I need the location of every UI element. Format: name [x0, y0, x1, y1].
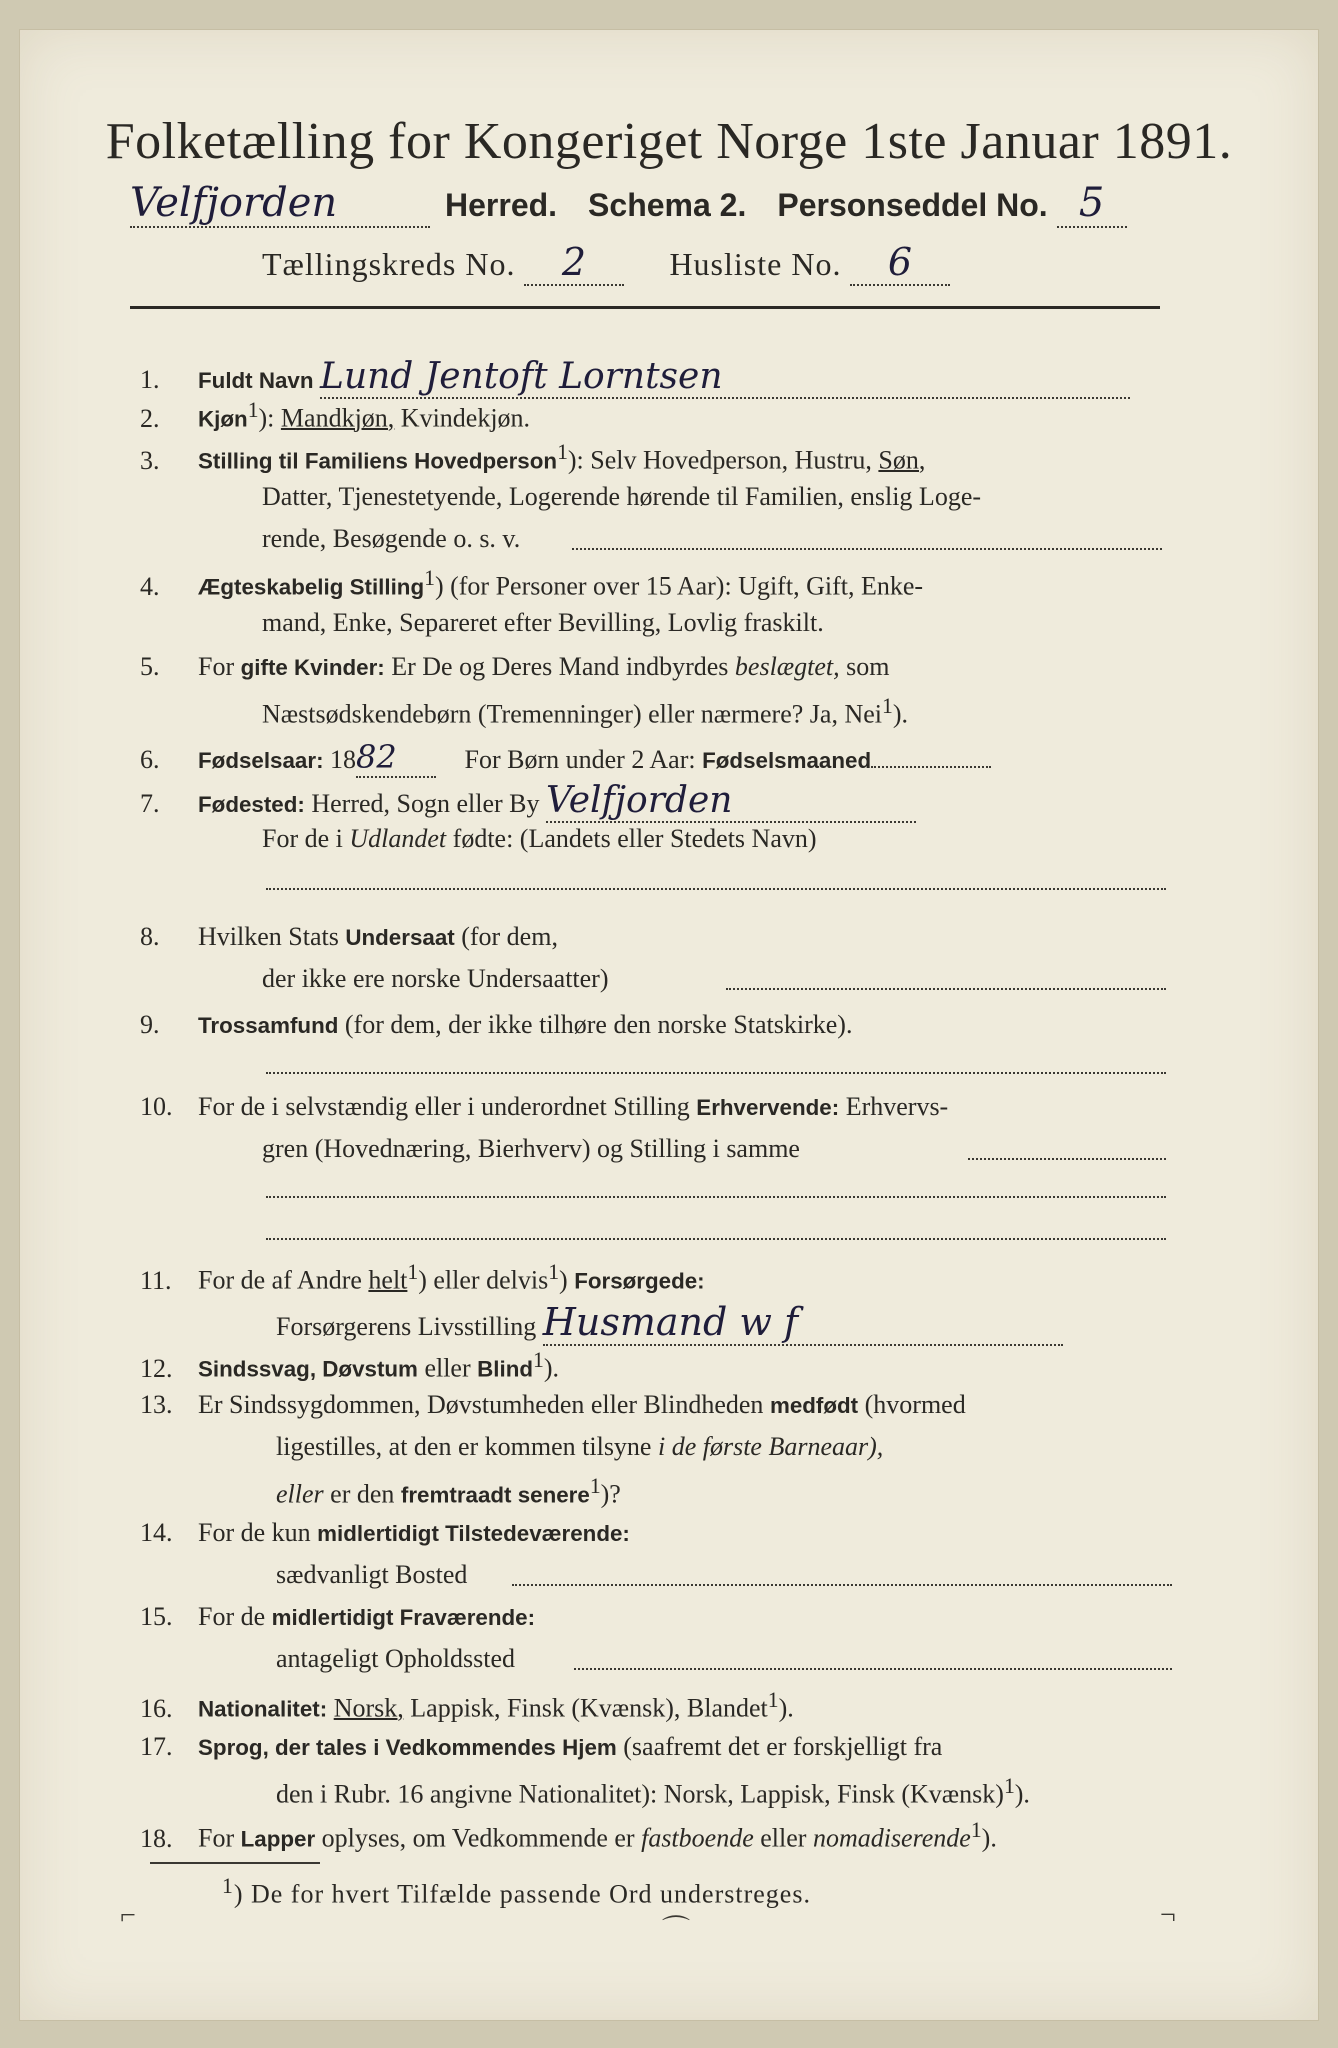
q16-text: Lappisk, Finsk (Kvænsk), Blandet — [410, 1693, 768, 1723]
herred-value: Velfjorden — [130, 180, 430, 228]
q10-text-b: Erhvervs- — [845, 1092, 949, 1121]
q11-number: 11. — [140, 1265, 172, 1295]
q12-text-a: eller — [424, 1353, 471, 1383]
herred-label: Herred. — [445, 187, 558, 223]
header-rule — [130, 306, 1160, 309]
q10-number: 10. — [140, 1092, 173, 1121]
q14-number: 14. — [140, 1518, 173, 1547]
q13-label: medfødt — [769, 1393, 859, 1418]
q11-value: Husmand w f — [543, 1300, 1063, 1346]
husliste-value: 6 — [850, 240, 950, 286]
q1-number: 1. — [140, 365, 160, 394]
q10-answer-line1 — [968, 1158, 1166, 1160]
kreds-value: 2 — [524, 240, 624, 286]
q17-number: 17. — [140, 1732, 173, 1761]
footnote-rule — [150, 1862, 320, 1864]
q15-line2: antageligt Opholdssted — [276, 1644, 516, 1673]
q16-option-norsk: Norsk, — [333, 1693, 404, 1723]
q12-label: Sindssvag, Døvstum — [198, 1356, 418, 1382]
q12-row — [140, 1348, 559, 1384]
q8-line2: der ikke ere norske Undersaatter) — [262, 964, 609, 993]
q18-text-c: eller — [760, 1823, 807, 1853]
q7-text: Herred, Sogn eller By — [311, 789, 540, 818]
q11-line2 — [276, 1300, 1063, 1346]
footnote — [222, 1874, 811, 1910]
q17-sup: 1 — [1003, 1774, 1015, 1798]
q3-text: ): Selv Hovedperson, Hustru, — [567, 445, 872, 475]
q1-row — [140, 356, 1130, 399]
herred-line — [130, 180, 1170, 228]
q2-option-mandkjon: Mandkjøn, — [280, 403, 395, 433]
q5-italic: beslægtet, — [734, 652, 840, 681]
q1-label: Fuldt Navn — [198, 368, 314, 393]
q10-line2: gren (Hovednæring, Bierhverv) og Stilling i samme — [262, 1134, 800, 1163]
q13-line2 — [276, 1432, 883, 1462]
q10-answer-line2 — [266, 1196, 1166, 1198]
q12-text-b: ). — [543, 1353, 560, 1383]
q11-row — [140, 1260, 705, 1296]
q11-option-helt: helt — [368, 1265, 408, 1295]
q14-line2: sædvanligt Bosted — [276, 1560, 468, 1589]
q4-sup: 1 — [424, 566, 435, 590]
q6-text-b: For Børn under 2 Aar: — [464, 745, 696, 774]
q7-line2b: fødte: (Landets eller Stedets Navn) — [452, 824, 817, 853]
q18-italic2: nomadiserende — [812, 1823, 971, 1853]
q4-number: 4. — [140, 571, 160, 601]
q11-label: Forsørgede: — [574, 1268, 705, 1294]
q10-label: Erhvervende: — [696, 1095, 840, 1120]
q6-value: 82 — [356, 738, 436, 778]
personseddel-value: 5 — [1057, 180, 1127, 228]
q7-value: Velfjorden — [546, 780, 916, 823]
q4-label: Ægteskabelig Stilling — [198, 574, 425, 600]
q17-label: Sprog, der tales i Vedkommendes Hjem — [198, 1735, 617, 1760]
q11-sup1: 1 — [407, 1260, 419, 1284]
q3-option-son: Søn, — [878, 445, 926, 475]
q1-value: Lund Jentoft Lorntsen — [320, 356, 1130, 399]
q5-text-c: som — [846, 652, 890, 681]
q16-number: 16. — [140, 1693, 173, 1723]
q17-line2-text: den i Rubr. 16 angivne Nationalitet): Norsk, Lappisk, Finsk (Kvænsk) — [276, 1779, 1004, 1809]
footnote-sup: 1 — [222, 1874, 234, 1898]
q13-line3a: er den — [330, 1479, 395, 1509]
q8-number: 8. — [140, 922, 160, 951]
q11-text-b: ) eller delvis — [418, 1265, 549, 1295]
q13-line3b: )? — [600, 1479, 621, 1509]
q13-text-a: Er Sindssygdommen, Døvstumheden eller Blindheden — [198, 1390, 764, 1419]
q2-sup: 1 — [247, 398, 259, 422]
q14-row — [140, 1518, 630, 1548]
q2-option-kvindekjon: Kvindekjøn. — [400, 403, 531, 433]
q15-number: 15. — [140, 1602, 173, 1631]
q2-label: Kjøn — [198, 406, 248, 432]
q16-sup: 1 — [767, 1688, 779, 1712]
q9-text: (for dem, der ikke tilhøre den norske Statskirke). — [344, 1010, 853, 1039]
corner-mark-right: ¬ — [1160, 1900, 1176, 1931]
q7-number: 7. — [140, 789, 160, 818]
q6-number: 6. — [140, 745, 160, 774]
schema-label: Schema 2. — [588, 187, 747, 223]
q15-label: midlertidigt Fraværende: — [271, 1605, 536, 1630]
q18-label: Lapper — [240, 1826, 316, 1852]
q14-text-a: For de kun — [198, 1518, 311, 1547]
q4-text: ) (for Personer over 15 Aar): Ugift, Gift, Enke- — [434, 571, 924, 601]
q2-sep: ): — [258, 403, 275, 433]
q16-label: Nationalitet: — [198, 1696, 328, 1722]
q13-line2a: ligestilles, at den er kommen tilsyne — [276, 1432, 652, 1461]
q11-sup2: 1 — [548, 1260, 560, 1284]
q11-line2-text: Forsørgerens Livsstilling — [276, 1312, 537, 1341]
q6-label2: Fødselsmaaned — [702, 748, 872, 773]
q4-line2: mand, Enke, Separeret efter Bevilling, Lovlig fraskilt. — [262, 608, 824, 637]
q9-row — [140, 1010, 852, 1040]
personseddel-label: Personseddel No. — [777, 187, 1048, 223]
q11-text-a: For de af Andre — [198, 1265, 362, 1295]
q15-answer-line — [574, 1668, 1172, 1670]
q3-line2: Datter, Tjenestetyende, Logerende hørende til Familien, enslig Loge- — [262, 482, 982, 511]
q2-row — [140, 398, 530, 434]
q13-line2-italic: i de første Barneaar), — [657, 1432, 884, 1461]
q18-text-a: For — [198, 1823, 235, 1853]
q7-line2 — [262, 824, 817, 854]
q12-sup: 1 — [533, 1348, 544, 1372]
q8-label: Undersaat — [345, 925, 455, 950]
q16-row: 16. Nationalitet: Norsk, Lappisk, Finsk (Kvænsk), Blandet$^1$). — [140, 1688, 794, 1723]
husliste-label: Husliste No. — [669, 246, 842, 282]
q9-answer-line — [266, 1072, 1166, 1074]
q17-text: (saafremt det er forskjelligt fra — [623, 1732, 943, 1761]
q6-row — [140, 738, 991, 778]
q9-number: 9. — [140, 1010, 160, 1039]
q5-line2-text: Næstsødskendebørn (Tremenninger) eller nærmere? Ja, Nei — [262, 699, 882, 729]
q13-sup: 1 — [589, 1474, 601, 1498]
q18-row: 18. For Lapper oplyses, om Vedkommende er fastboende eller nomadiserende$^1$). — [140, 1818, 997, 1853]
q7-line2-italic: Udlandet — [349, 824, 447, 853]
q15-row — [140, 1602, 535, 1632]
q8-answer-line — [726, 988, 1166, 990]
q7-answer-line — [266, 888, 1166, 890]
q3-number: 3. — [140, 445, 160, 475]
q5-sup: 1 — [882, 694, 893, 718]
q14-answer-line — [512, 1584, 1172, 1586]
q13-text-b: (hvormed — [864, 1390, 966, 1419]
q3-label: Stilling til Familiens Hovedperson — [198, 448, 558, 474]
q5-number: 5. — [140, 652, 160, 681]
q5-row — [140, 652, 889, 682]
q8-text-a: Hvilken Stats — [198, 922, 339, 951]
q10-text-a: For de i selvstændig eller i underordnet Stilling — [198, 1092, 690, 1121]
q11-text-c: ) — [559, 1265, 568, 1295]
q13-label2: fremtraadt senere — [400, 1482, 590, 1508]
q8-row — [140, 922, 558, 952]
q5-label: gifte Kvinder: — [240, 655, 385, 680]
corner-mark-center: ⌒ — [662, 1915, 691, 1946]
q13-number: 13. — [140, 1390, 173, 1419]
q15-text-a: For de — [198, 1602, 266, 1631]
q18-number: 18. — [140, 1823, 173, 1853]
q7-line2a: For de i — [262, 824, 343, 853]
q3-line3: rende, Besøgende o. s. v. — [262, 524, 521, 553]
kreds-line — [262, 240, 950, 286]
q14-label: midlertidigt Tilstedeværende: — [317, 1521, 630, 1546]
q5-line2: Næstsødskendebørn (Tremenninger) eller nærmere? Ja, Nei$^1$). — [262, 694, 908, 729]
q9-label: Trossamfund — [198, 1013, 339, 1038]
q18-italic1: fastboende — [641, 1823, 754, 1853]
q10-answer-line3 — [266, 1238, 1166, 1240]
q10-row — [140, 1092, 948, 1122]
q3-row — [140, 440, 925, 476]
q7-row — [140, 780, 916, 823]
q6-prefix: 18 — [330, 745, 357, 774]
q17-line2: den i Rubr. 16 angivne Nationalitet): Norsk, Lappisk, Finsk (Kvænsk)$^1$). — [276, 1774, 1030, 1809]
q13-line3-italic: eller — [276, 1479, 324, 1509]
q3-answer-line — [572, 548, 1162, 550]
q7-label: Fødested: — [198, 792, 305, 817]
q18-sup: 1 — [970, 1818, 982, 1842]
corner-mark-left: ⌐ — [120, 1900, 136, 1931]
q2-number: 2. — [140, 403, 160, 433]
q12-number: 12. — [140, 1353, 173, 1383]
q18-text-b: oplyses, om Vedkommende er — [321, 1823, 635, 1853]
q13-line3 — [276, 1474, 621, 1510]
form-title: Folketælling for Kongeriget Norge 1ste Januar 1891. — [105, 113, 1233, 170]
footnote-text: ) De for hvert Tilfælde passende Ord understreges. — [233, 1879, 811, 1909]
q17-row — [140, 1732, 942, 1762]
q4-row — [140, 566, 923, 602]
q6-label: Fødselsaar: — [198, 748, 324, 773]
q12-label2: Blind — [477, 1356, 534, 1382]
q5-text-a: For — [198, 652, 235, 681]
q5-text-b: Er De og Deres Mand indbyrdes — [391, 652, 729, 681]
q13-row — [140, 1390, 966, 1420]
kreds-label: Tællingskreds No. — [262, 246, 516, 282]
q8-text-b: (for dem, — [461, 922, 558, 951]
q3-sup: 1 — [557, 440, 568, 464]
